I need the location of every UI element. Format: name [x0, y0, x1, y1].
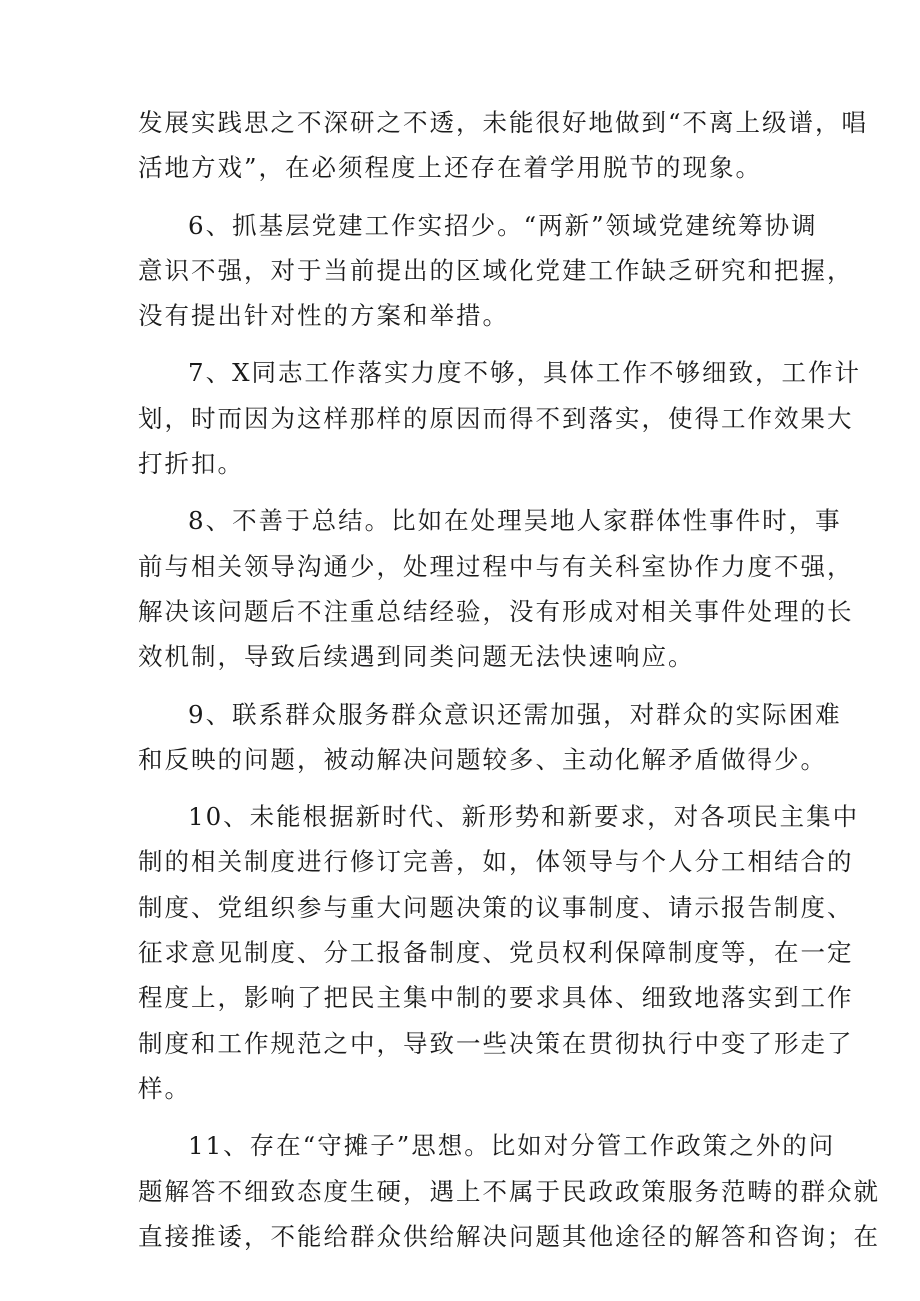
text-line: 6、抓基层党建工作实招少。“两新”领域党建统筹协调	[188, 210, 818, 240]
text-line: 程度上，影响了把民主集中制的要求具体、细致地落实到工作	[138, 983, 854, 1013]
text-line: 划，时而因为这样那样的原因而得不到落实，使得工作效果大	[138, 403, 854, 433]
text-line: 7、X同志工作落实力度不够，具体工作不够细致，工作计	[188, 358, 862, 388]
paragraph-11	[138, 1123, 880, 1259]
text-line: 9、联系群众服务群众意识还需加强，对群众的实际困难	[188, 699, 842, 729]
text-line: 直接推诿，不能给群众供给解决问题其他途径的解答和咨询；在	[138, 1221, 880, 1251]
text-line: 10、未能根据新时代、新形势和新要求，对各项民主集中	[188, 802, 860, 832]
text-line: 发展实践思之不深研之不透，未能很好地做到“不离上级谱，唱	[138, 108, 869, 137]
paragraph-7	[138, 350, 862, 486]
text-line: 打折扣。	[138, 449, 244, 479]
text-line: 前与相关领导沟通少，处理过程中与有关科室协作力度不强，	[138, 551, 854, 581]
text-line: 题解答不细致态度生硬，遇上不属于民政政策服务范畴的群众就	[138, 1176, 880, 1206]
text-line: 制度、党组织参与重大问题决策的议事制度、请示报告制度、	[138, 892, 854, 922]
text-line: 效机制，导致后续遇到同类问题无法快速响应。	[138, 642, 695, 672]
paragraph-5-continued	[138, 100, 869, 191]
text-line: 制的相关制度进行修订完善，如，体领导与个人分工相结合的	[138, 847, 854, 877]
text-line: 11、存在“守摊子”思想。比如对分管工作政策之外的问	[188, 1131, 836, 1161]
paragraph-8	[138, 498, 854, 679]
text-line: 活地方戏”，在必须程度上还存在着学用脱节的现象。	[138, 153, 763, 183]
text-line: 8、不善于总结。比如在处理吴地人家群体性事件时，事	[188, 506, 842, 536]
paragraph-9	[138, 692, 842, 783]
text-line: 没有提出针对性的方案和举措。	[138, 301, 509, 331]
text-line: 征求意见制度、分工报备制度、党员权利保障制度等，在一定	[138, 938, 854, 968]
paragraph-10	[138, 794, 860, 1111]
document-body	[138, 100, 880, 1259]
text-line: 制度和工作规范之中，导致一些决策在贯彻执行中变了形走了	[138, 1028, 854, 1058]
text-line: 意识不强，对于当前提出的区域化党建工作缺乏研究和把握，	[138, 255, 854, 285]
text-line: 和反映的问题，被动解决问题较多、主动化解矛盾做得少。	[138, 744, 827, 774]
paragraph-6	[138, 203, 854, 339]
text-line: 样。	[138, 1073, 191, 1103]
text-line: 解决该问题后不注重总结经验，没有形成对相关事件处理的长	[138, 596, 854, 626]
